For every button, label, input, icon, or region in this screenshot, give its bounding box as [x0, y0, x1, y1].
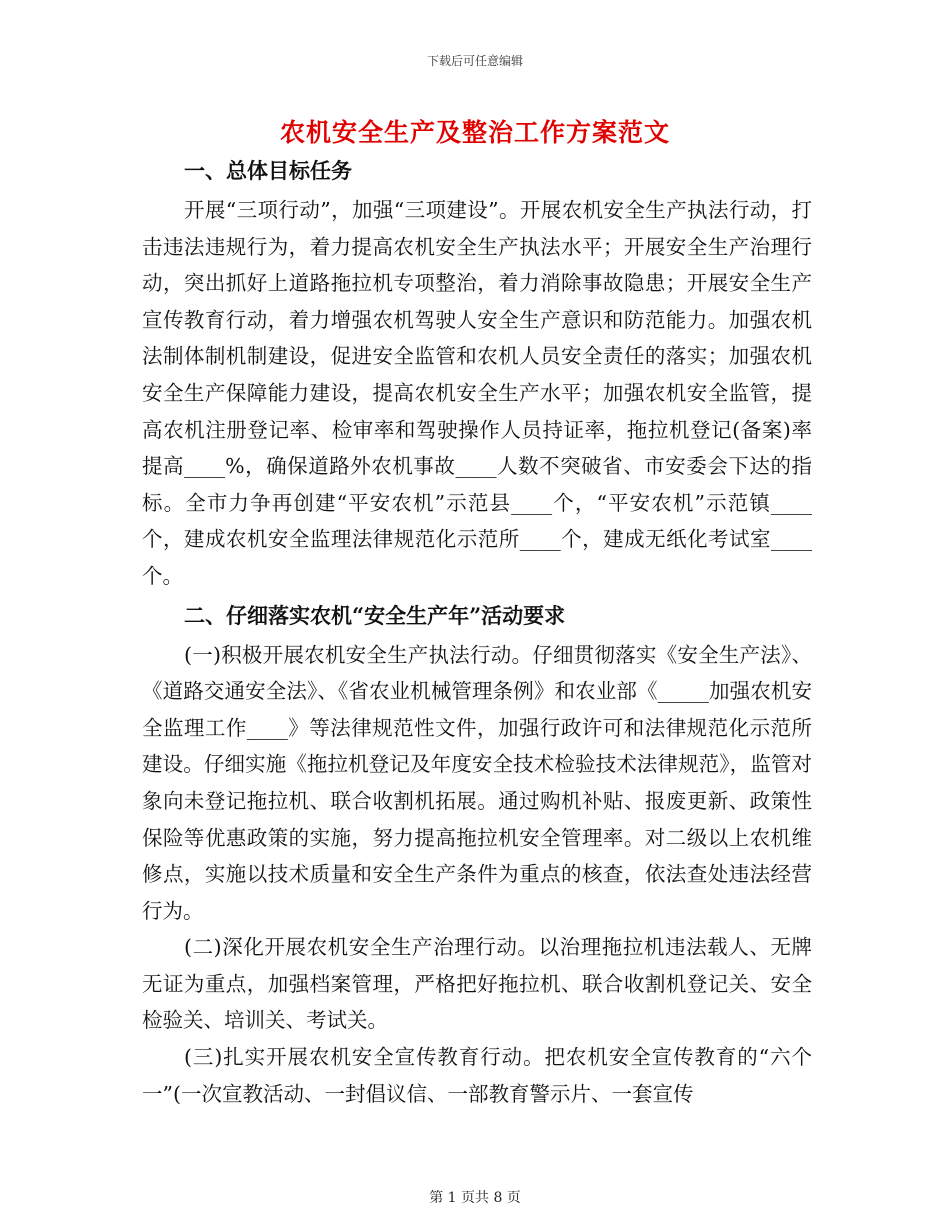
- document-title: 农机安全生产及整治工作方案范文: [279, 118, 670, 147]
- section-1-paragraph: 开展“三项行动”，加强“三项建设”。开展农机安全生产执法行动，打击违法违规行为，着力提高农机安全生产执法水平；开展安全生产治理行动，突出抓好上道路拖拉机专项整治，着力消除事故隐患；开展安全生产宣传教育行动，着力增强农机驾驶人安全生产意识和防范能力。加强农机法制体制机制建设，促进安全监管和农机人员安全责任的落实；加强农机安全生产保障能力建设，提高农机安全生产水平；加强农机安全监管，提高农机注册登记率、检审率和驾驶操作人员持证率，拖拉机登记(备案)率提高____%，确保道路外农机事故____人数不突破省、市安委会下达的指标。全市力争再创建“平安农机”示范县____个，“平安农机”示范镇____个，建成农机安全监理法律规范化示范所____个，建成无纸化考试室____个。: [142, 198, 812, 588]
- section-heading-1: 一、总体目标任务: [184, 158, 352, 183]
- page-header-note: 下载后可任意编辑: [426, 54, 523, 68]
- page-number-footer: 第 1 页共 8 页: [429, 1190, 521, 1206]
- document-body: [142, 150, 812, 1112]
- section-2-paragraph-3: (三)扎实开展农机安全宣传教育行动。把农机安全宣传教育的“六个一”(一次宣教活动、一封倡议信、一部教育警示片、一套宣传: [142, 1045, 812, 1106]
- section-2-paragraph-2: (二)深化开展农机安全生产治理行动。以治理拖拉机违法载人、无牌无证为重点，加强档案管理，严格把好拖拉机、联合收割机登记关、安全检验关、培训关、考试关。: [142, 935, 812, 1033]
- section-2-paragraph-1: (一)积极开展农机安全生产执法行动。仔细贯彻落实《安全生产法》、《道路交通安全法》、《省农业机械管理条例》和农业部《_____加强农机安全监理工作____》等法律规范性文件，加强行政许可和法律规范化示范所建设。仔细实施《拖拉机登记及年度安全技术检验技术法律规范》，监管对象向未登记拖拉机、联合收割机拓展。通过购机补贴、报废更新、政策性保险等优惠政策的实施，努力提高拖拉机安全管理率。对二级以上农机维修点，实施以技术质量和安全生产条件为重点的核查，依法查处违法经营行为。: [142, 642, 812, 923]
- section-heading-2: 二、仔细落实农机“安全生产年”活动要求: [184, 602, 566, 628]
